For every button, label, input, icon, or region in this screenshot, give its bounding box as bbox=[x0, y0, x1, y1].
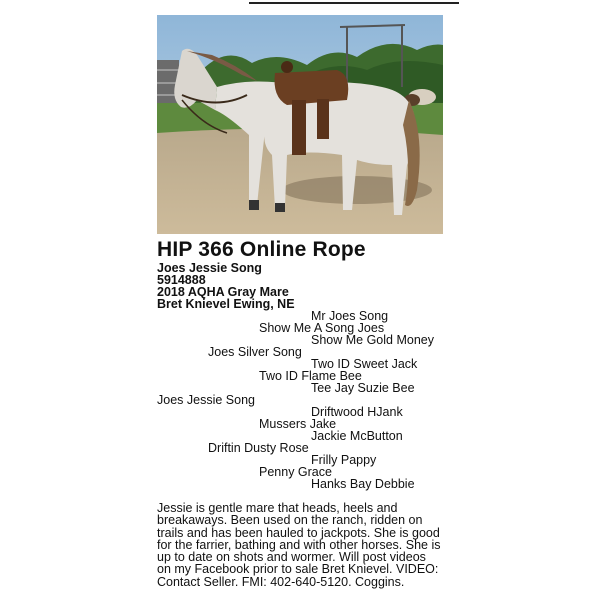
pedigree-dam-dam: Penny Grace bbox=[259, 465, 332, 479]
registration-number: 5914888 bbox=[157, 273, 206, 287]
horse-photo bbox=[157, 15, 443, 234]
pedigree-sire-dam: Two ID Flame Bee bbox=[259, 369, 362, 383]
description bbox=[157, 502, 443, 588]
hip-title: HIP 366 Online Rope bbox=[157, 238, 366, 261]
pedigree-sire-dam-sire: Two ID Sweet Jack bbox=[311, 357, 418, 371]
pedigree-dam-dam-dam: Hanks Bay Debbie bbox=[311, 477, 415, 491]
top-rule bbox=[249, 2, 459, 4]
description-text: Jessie is gentle mare that heads, heels and breakaways. Been used on the ranch, ridden on trails and has been hauled to jackpots. She is good for the farrier, bathing and with other horses. She is up to date on shots and wormer. Will post videos on my Facebook prior to sale Bret Knievel. VIDEO: Contact Seller. FMI: 402-640-5120. Coggins. bbox=[157, 501, 441, 589]
pedigree-sire-dam-dam: Tee Jay Suzie Bee bbox=[311, 381, 415, 395]
horse-name: Joes Jessie Song bbox=[157, 261, 262, 275]
pedigree-dam-sire-sire: Driftwood HJank bbox=[311, 405, 403, 419]
owner-line: Bret Knievel Ewing, NE bbox=[157, 297, 295, 311]
pedigree-sire-sire-dam: Show Me Gold Money bbox=[311, 333, 434, 347]
pedigree-subject: Joes Jessie Song bbox=[157, 393, 255, 407]
pedigree-dam-sire-dam: Jackie McButton bbox=[311, 429, 403, 443]
pedigree-dam-sire: Mussers Jake bbox=[259, 417, 337, 431]
pedigree-sire-sire: Show Me A Song Joes bbox=[259, 321, 385, 335]
pedigree-sire-sire-sire: Mr Joes Song bbox=[311, 309, 389, 323]
pedigree-sire: Joes Silver Song bbox=[208, 345, 302, 359]
pedigree-dam: Driftin Dusty Rose bbox=[208, 441, 309, 455]
breed-line: 2018 AQHA Gray Mare bbox=[157, 285, 289, 299]
pedigree-dam-dam-sire: Frilly Pappy bbox=[311, 453, 377, 467]
